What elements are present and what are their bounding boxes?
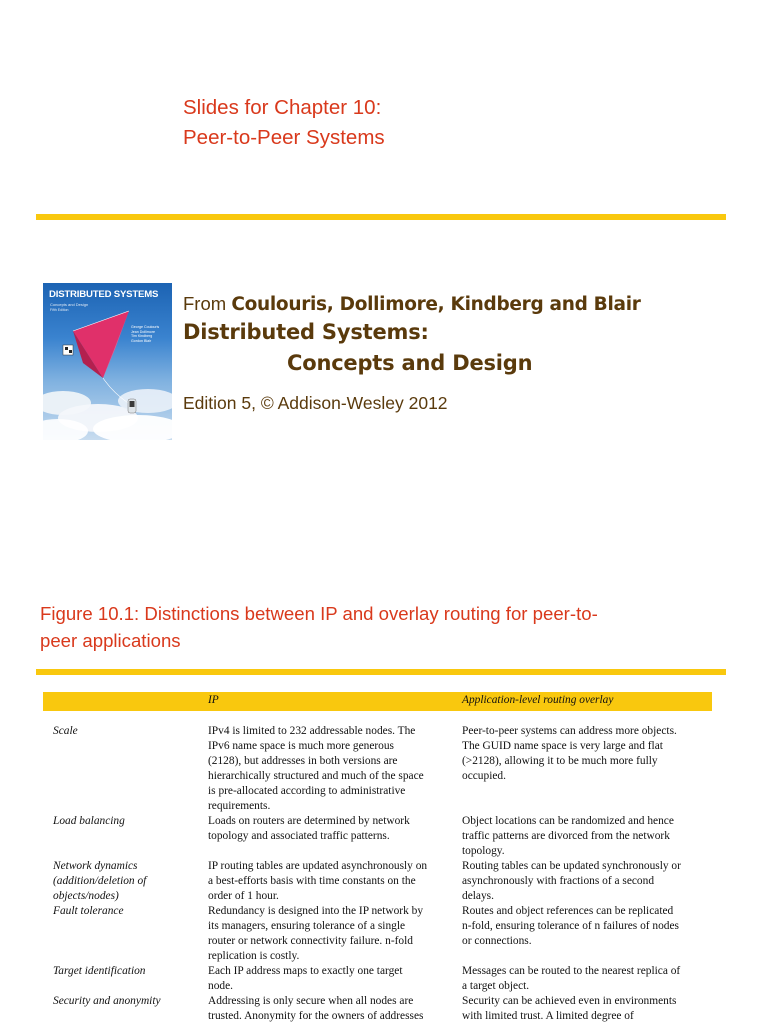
row-ip-cell xyxy=(208,964,460,994)
row-overlay-cell xyxy=(460,994,712,1024)
cell-line: Fault tolerance xyxy=(53,905,124,917)
cell-line: Object locations can be randomized and hence xyxy=(462,815,674,827)
cover-author: George Coulouris xyxy=(131,325,160,329)
from-word: From xyxy=(183,293,232,314)
cell-line: with limited trust. A limited degree of xyxy=(462,1010,634,1022)
row-label-cell xyxy=(43,724,208,814)
cell-line: node. xyxy=(208,980,233,992)
row-overlay-cell xyxy=(460,859,712,904)
cell-line: Routing tables can be updated synchronously or xyxy=(462,860,681,872)
row-label-cell xyxy=(43,994,208,1024)
cell-line: n-fold, ensuring tolerance of n failures of nodes xyxy=(462,920,679,932)
cover-edition: Fifth Edition xyxy=(50,308,69,312)
table-row xyxy=(43,859,712,904)
figure-title-line-1: Figure 10.1: Distinctions between IP and overlay routing for peer-to- xyxy=(40,603,598,624)
figure-title xyxy=(40,600,598,654)
cell-line: The GUID name space is very large and flat xyxy=(462,740,663,752)
cell-line: router or network connectivity failure. n-fold xyxy=(208,935,413,947)
table-row xyxy=(43,814,712,859)
cell-line: Addressing is only secure when all nodes are xyxy=(208,995,414,1007)
row-ip-cell xyxy=(208,904,460,964)
table-body xyxy=(43,711,712,1024)
cell-line: IPv4 is limited to 232 addressable nodes. The xyxy=(208,725,416,737)
row-label-cell xyxy=(43,964,208,994)
row-ip-cell xyxy=(208,994,460,1024)
row-ip-cell xyxy=(208,724,460,814)
cell-line: (>2128), allowing it to be much more fully xyxy=(462,755,658,767)
table-header-empty xyxy=(43,692,208,711)
slide-title-line-1: Slides for Chapter 10: xyxy=(183,96,382,119)
cell-line: trusted. Anonymity for the owners of addresses xyxy=(208,1010,424,1022)
cell-line: Loads on routers are determined by network xyxy=(208,815,410,827)
cell-line: Peer-to-peer systems can address more objects. xyxy=(462,725,677,737)
row-ip-cell xyxy=(208,814,460,859)
book-title: Distributed Systems: xyxy=(183,320,429,344)
slide-title-line-2: Peer-to-Peer Systems xyxy=(183,126,385,149)
cell-line: requirements. xyxy=(208,800,271,812)
table-header-ip: IP xyxy=(208,692,460,711)
book-authors: Coulouris, Dollimore, Kindberg and Blair xyxy=(231,294,641,315)
divider-figure xyxy=(36,669,726,675)
table-row xyxy=(43,994,712,1024)
cell-line: (2128), but addresses in both versions are xyxy=(208,755,398,767)
cell-line: or connections. xyxy=(462,935,532,947)
table-row xyxy=(43,964,712,994)
slide-title xyxy=(183,93,385,153)
credits-from-line xyxy=(183,293,641,315)
book-cover-image xyxy=(43,283,172,440)
cell-line: asynchronously with fractions of a second xyxy=(462,875,655,887)
cell-line: Routes and object references can be replicated xyxy=(462,905,674,917)
table-row xyxy=(43,904,712,964)
cover-authors xyxy=(131,325,159,343)
row-overlay-cell xyxy=(460,964,712,994)
cell-line: Target identification xyxy=(53,965,146,977)
row-label-cell xyxy=(43,859,208,904)
cover-subtitle: Concepts and Design xyxy=(50,302,89,307)
cell-line: delays. xyxy=(462,890,494,902)
cell-line: Each IP address maps to exactly one target xyxy=(208,965,403,977)
cell-line: a best-efforts basis with time constants on the xyxy=(208,875,416,887)
comparison-table-wrapper xyxy=(43,692,712,1024)
row-overlay-cell xyxy=(460,904,712,964)
cell-line: is pre-allocated according to administrative xyxy=(208,785,406,797)
row-overlay-cell xyxy=(460,814,712,859)
cell-line: topology and associated traffic patterns. xyxy=(208,830,390,842)
row-ip-cell xyxy=(208,859,460,904)
row-label-cell xyxy=(43,814,208,859)
cell-line: traffic patterns are divorced from the network xyxy=(462,830,670,842)
cell-line: hierarchically structured and much of the space xyxy=(208,770,424,782)
cell-line: objects/nodes) xyxy=(53,890,119,902)
table-row xyxy=(43,724,712,814)
table-spacer-row xyxy=(43,711,712,724)
cell-line: Security and anonymity xyxy=(53,995,161,1007)
cell-line: (addition/deletion of xyxy=(53,875,147,887)
cell-line: order of 1 hour. xyxy=(208,890,279,902)
figure-title-line-2: peer applications xyxy=(40,630,181,651)
cell-line: Messages can be routed to the nearest replica of xyxy=(462,965,681,977)
cover-author: Tim Kindberg xyxy=(131,334,153,339)
comparison-table xyxy=(43,692,712,1024)
cell-line: IP routing tables are updated asynchronously on xyxy=(208,860,428,872)
cover-author: Gordon Blair xyxy=(131,338,152,343)
cell-line: Load balancing xyxy=(53,815,125,827)
cover-author: Jean Dollimore xyxy=(131,329,155,334)
table-header-row xyxy=(43,692,712,711)
cover-title: DISTRIBUTED SYSTEMS xyxy=(49,289,159,300)
cell-line: IPv6 name space is much more generous xyxy=(208,740,394,752)
cell-line: its managers, ensuring tolerance of a single xyxy=(208,920,406,932)
cell-line: Scale xyxy=(53,725,78,737)
row-overlay-cell xyxy=(460,724,712,814)
cell-line: Network dynamics xyxy=(53,860,138,872)
cell-line: a target object. xyxy=(462,980,530,992)
cell-line: replication is costly. xyxy=(208,950,300,962)
table-header-overlay: Application-level routing overlay xyxy=(460,692,712,711)
cell-line: Redundancy is designed into the IP network by xyxy=(208,905,424,917)
book-subtitle: Concepts and Design xyxy=(287,351,533,375)
book-edition: Edition 5, © Addison-Wesley 2012 xyxy=(183,393,448,413)
cell-line: topology. xyxy=(462,845,505,857)
divider-top xyxy=(36,214,726,220)
cell-line: Security can be achieved even in environments xyxy=(462,995,677,1007)
cell-line: occupied. xyxy=(462,770,506,782)
row-label-cell xyxy=(43,904,208,964)
